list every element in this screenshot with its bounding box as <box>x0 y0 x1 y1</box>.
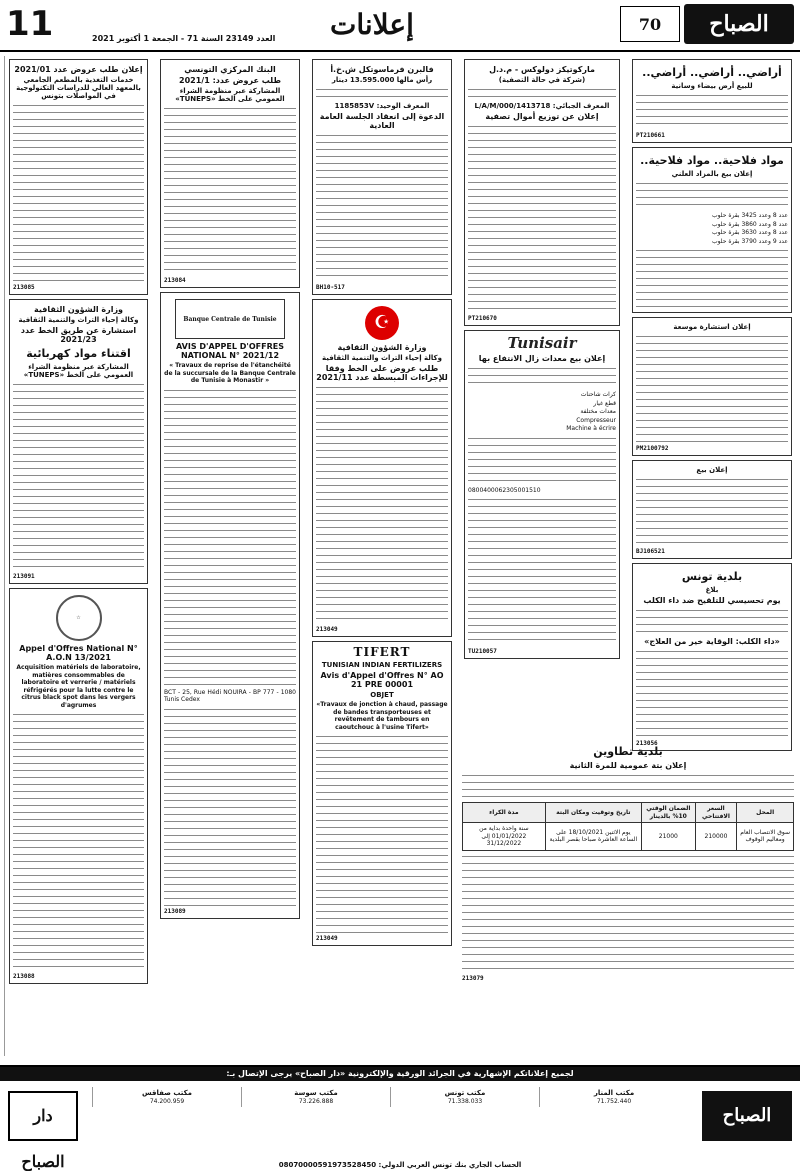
footer-logo: الصباح <box>702 1091 792 1141</box>
table-cell: سنة واحدة بداية من 01/01/2022 إلى 31/12/2022 <box>463 823 546 851</box>
ad-subtitle: بلاغ <box>705 586 719 594</box>
ad-pharma <box>312 59 452 295</box>
column-header: الضمان الوقتي 10% بالدينار <box>641 803 695 823</box>
ad-body <box>636 333 788 443</box>
ministry-name: وزارة الشؤون الثقافية <box>33 305 124 314</box>
ad-sale <box>632 460 792 559</box>
phone-number: 0800400062305001510 <box>468 486 541 494</box>
bank-logo: Banque Centrale de Tunisie <box>175 299 285 339</box>
ad-title: أراضي.. أراضي.. أراضي.. <box>642 66 782 79</box>
ad-id: المعرف الوحيد: 1185853V <box>334 102 430 110</box>
ad-title: مواد فلاحية.. مواد فلاحية.. <box>640 154 784 167</box>
ad-body <box>468 435 616 485</box>
section-title: إعلانات <box>330 8 414 41</box>
list-item: قطع غيار <box>593 399 616 407</box>
office-phone: 74.200.959 <box>149 1097 185 1105</box>
ad-body <box>636 180 788 210</box>
ad-ref: BJ106521 <box>636 548 665 555</box>
ad-culture-ministry <box>312 299 452 637</box>
ad-body <box>636 247 788 307</box>
ad-description: « Travaux de reprise de l'étanchéité de la succursale de la Banque Centrale de Tunisie à Monastir » <box>164 362 296 384</box>
list-item: عدد 8 وعدد 3425 بقرة حلوب <box>712 212 788 219</box>
office-item <box>241 1087 390 1107</box>
column-left <box>4 56 152 1056</box>
column-header: مدة الكراء <box>463 803 546 823</box>
list-item: عدد 9 وعدد 3790 بقرة حلوب <box>712 237 788 245</box>
address: BCT - 25, Rue Hédi NOUIRA - BP 777 - 1080 Tunis Cedex <box>164 688 296 703</box>
ad-heading: إعلان طلب عروض عدد 2021/01 <box>14 65 143 74</box>
dar-assabah-logo: دار الصباح <box>8 1091 78 1141</box>
anniversary-logo: 70 <box>620 6 680 42</box>
ad-heading: AVIS D'APPEL D'OFFRES NATIONAL N° 2021/12 <box>176 342 284 360</box>
ad-heading: طلب عروض عدد: 2021/1 <box>179 76 281 85</box>
office-phone: 71.338.033 <box>447 1097 483 1105</box>
office-name: مكتب تونس <box>444 1089 486 1097</box>
ad-title: اقتناء مواد كهربائية <box>26 347 131 360</box>
ad-ref: 213091 <box>13 573 35 580</box>
ad-ref: 213079 <box>462 974 484 982</box>
table-cell: سوق الانتصاب العام ومعاليم الوقوف <box>737 823 794 851</box>
column-3 <box>308 56 456 1056</box>
ad-body <box>636 476 788 546</box>
ad-slogan: «داء الكلب: الوقاية خير من العلاج» <box>644 637 780 646</box>
ad-university <box>9 59 148 295</box>
auction-table <box>462 802 794 851</box>
ad-ref: 213049 <box>316 935 338 942</box>
table-cell: 21000 <box>641 823 695 851</box>
agency-name: وكالة إحياء التراث والتنمية الثقافية <box>18 316 139 324</box>
list-item: كرات شاحنات <box>580 391 616 398</box>
ad-body <box>164 105 296 275</box>
ad-culture-consult <box>9 299 148 584</box>
ad-bct-ar <box>160 59 300 288</box>
ad-description: Acquisition matériels de laboratoire, matières consommables de laboratoire et verrerie / matériels réfrigérés pour la lutte contre le citrus black spot dans les vergers d'agrumes <box>16 664 141 709</box>
ad-ref: BH10-517 <box>316 284 345 291</box>
ad-body <box>468 123 616 313</box>
ad-subtitle: إعلان بيع <box>696 466 728 474</box>
page-number: 11 <box>6 4 54 44</box>
ad-body <box>316 86 448 100</box>
page-header <box>0 0 800 52</box>
ad-subtitle: المشاركة عبر منظومة الشراء العمومي على الخط «TUNEPS» <box>175 87 285 103</box>
issue-info: العدد 23149 السنة 71 - الجمعة 1 أكتوبر 2021 <box>92 34 276 43</box>
ministry-name: وزارة الشؤون الثقافية <box>337 343 427 352</box>
ad-ref: TU210057 <box>468 648 497 655</box>
ad-agri-research <box>9 588 148 984</box>
ad-body <box>636 607 788 635</box>
ad-body <box>636 648 788 738</box>
table-cell: يوم الاثنين 18/10/2021 على الساعة العاشرة صباحا بقصر البلدية <box>545 823 641 851</box>
ad-tunisair <box>464 330 620 659</box>
office-item <box>539 1087 688 1107</box>
ad-subtitle: للبيع أرض بيضاء وسانية <box>671 82 753 90</box>
ad-subtitle: إعلان بيع بالمزاد العلني <box>671 170 753 178</box>
ad-body <box>164 387 296 687</box>
list-item: معدات مختلفة <box>580 408 616 415</box>
newspaper-logo: الصباح <box>684 4 794 44</box>
ad-description: «Travaux de jonction à chaud, passage de bandes transporteuses et revêtement de tambours en caoutchouc à l'usine Tifert» <box>316 701 448 731</box>
ad-body <box>468 86 616 100</box>
tifert-logo: TIFERT <box>353 645 411 659</box>
office-name: مكتب صفاقس <box>141 1089 193 1097</box>
ad-bct-fr <box>160 292 300 919</box>
office-phone: 73.226.888 <box>298 1097 334 1105</box>
ad-subtitle: (شركة في حالة التصفية) <box>498 76 586 84</box>
footer-banner: لجميع إعلاناتكم الإشهارية في الجرائد الورقية والإلكترونية «دار الصباح» يرجى الإتصال بـ: <box>0 1067 800 1081</box>
ad-body <box>468 365 616 389</box>
ad-ref: PM2100792 <box>636 445 669 452</box>
ad-heading: Avis d'Appel d'Offres N° AO 21 PRE 00001 <box>320 671 444 689</box>
column-4 <box>460 56 624 736</box>
ad-ref: 213089 <box>164 907 186 915</box>
list-item: Machine à écrire <box>566 425 616 432</box>
ad-body <box>164 706 296 906</box>
ad-heading: إعلان عن توزيع أموال تصفية <box>485 112 599 121</box>
list-item: عدد 8 وعدد 3630 بقرة حلوب <box>712 229 788 236</box>
ad-body <box>462 772 794 800</box>
column-header: السعر الافتتاحي <box>695 803 737 823</box>
ad-heading: طلب عروض على الخط وفقا للإجراءات المبسطة عدد 2021/11 <box>316 364 448 382</box>
ad-subtitle: إعلان بتة عمومية للمرة الثانية <box>569 761 687 770</box>
list-item: عدد 8 وعدد 3860 بقرة حلوب <box>712 220 788 228</box>
ad-ref: 213088 <box>13 973 35 980</box>
ad-ref: 213084 <box>164 277 186 284</box>
office-name: مكتب المنار <box>593 1089 635 1097</box>
agency-name: وكالة إحياء التراث والتنمية الثقافية <box>322 354 442 362</box>
ministry-seal-icon: ☆ <box>56 595 102 641</box>
office-list <box>90 1085 690 1109</box>
table-row <box>463 823 794 851</box>
ad-body <box>316 733 448 933</box>
ad-body <box>13 381 144 571</box>
ad-company <box>464 59 620 326</box>
ad-id: المعرف الجبائي: 1413718/L/A/M/000 <box>474 102 610 110</box>
office-item <box>92 1087 241 1107</box>
office-phone: 71.752.440 <box>596 1097 632 1105</box>
ad-title: خدمات التغذية بالمطعم الجامعي بالمعهد العالي للدراسات التكنولوجية في المواصلات بتونس <box>16 76 141 100</box>
ad-municipality <box>632 563 792 751</box>
ad-land <box>632 59 792 143</box>
ad-heading: إعلان بيع معدات زال الانتفاع بها <box>478 354 606 363</box>
ad-ref: 213085 <box>13 284 35 291</box>
ad-body <box>462 853 794 973</box>
ad-heading: استشارة عن طريق الخط عدد 2021/23 <box>20 326 137 344</box>
column-header: المحل <box>737 803 794 823</box>
ad-ref: PT210661 <box>636 132 665 139</box>
tunisair-logo: Tunisair <box>507 334 577 352</box>
page-footer <box>0 1065 800 1171</box>
list-item: Compresseur <box>576 416 616 424</box>
ad-body <box>636 92 788 130</box>
ad-heading: يوم تحسيسي للتلقيح ضد داء الكلب <box>643 596 781 605</box>
ad-object-label: OBJET <box>370 691 394 699</box>
bank-name: البنك المركزي التونسي <box>184 65 276 74</box>
ad-capital: رأس مالها 13.595.000 دينار <box>331 76 433 84</box>
ad-body <box>316 384 448 624</box>
ad-subtitle: المشاركة عبر منظومة الشراء العمومي على الخط «TUNEPS» <box>23 363 134 379</box>
column-header: تاريخ وتوقيت ومكان البتة <box>545 803 641 823</box>
ad-consult <box>632 317 792 456</box>
ad-title: بلدية تطاوين <box>593 745 663 758</box>
table-cell: 210000 <box>695 823 737 851</box>
company-name: TUNISIAN INDIAN FERTILIZERS <box>321 661 443 669</box>
ad-agri <box>632 147 792 313</box>
column-2 <box>156 56 304 1056</box>
ad-tifert <box>312 641 452 946</box>
ad-ref: 213056 <box>636 740 658 747</box>
ad-body <box>316 132 448 282</box>
ad-title: فالبرن فرماسوتكل ش.خ.أ <box>330 65 434 74</box>
ad-body <box>13 102 144 282</box>
ad-title: بلدية تونس <box>681 570 743 583</box>
ad-subtitle: إعلان استشارة موسعة <box>673 323 751 331</box>
bank-account: الحساب الجاري بنك تونس العربي الدولي: 08070000591973528450 <box>278 1161 522 1169</box>
table-header-row <box>463 803 794 823</box>
ad-ref: 213049 <box>316 626 338 633</box>
emblem-icon: ☪ <box>365 306 399 340</box>
ad-heading: الدعوة إلى انعقاد الجلسة العامة العادية <box>319 112 445 130</box>
ad-heading: Appel d'Offres National N° A.O.N 13/2021 <box>19 644 138 662</box>
office-name: مكتب سوسة <box>294 1089 338 1097</box>
ad-title: ماركوتيكز دولوكس - م.د.ل <box>489 65 595 74</box>
ad-tataouine <box>460 740 796 1060</box>
office-item <box>390 1087 539 1107</box>
ad-ref: PT210670 <box>468 315 497 322</box>
ad-body <box>13 711 144 971</box>
ad-body <box>468 496 616 646</box>
